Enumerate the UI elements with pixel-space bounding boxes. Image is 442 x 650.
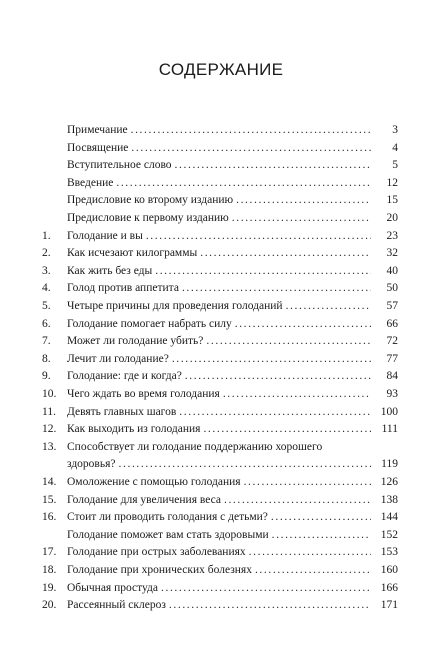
toc-entry-row — [67, 140, 398, 158]
dot-leader — [206, 333, 371, 351]
toc-entry-title: Введение — [67, 176, 114, 189]
toc-entry-number: 5. — [42, 300, 51, 312]
page-title: СОДЕРЖАНИЕ — [158, 60, 284, 79]
toc-entry-page-number: 77 — [386, 352, 398, 365]
toc-entry-title: Посвящение — [67, 141, 129, 154]
toc-entry-row — [67, 386, 398, 404]
toc-entry-title: Предисловие к первому изданию — [67, 212, 229, 224]
toc-entry-number: 8. — [42, 352, 51, 365]
toc-entry-row — [67, 368, 398, 386]
toc-entry-title: Омоложение с помощью голодания — [67, 476, 241, 488]
toc-entry-number: 12. — [42, 423, 57, 436]
toc-entry-page-number: 50 — [386, 282, 398, 295]
toc-entry-title: Голодание помогает набрать силу — [67, 317, 232, 330]
dot-leader — [249, 544, 371, 562]
toc-entry-page-number: 66 — [386, 317, 398, 330]
toc-entry-row — [67, 157, 398, 175]
toc-entry-page-number: 84 — [386, 370, 398, 383]
dot-leader — [155, 263, 371, 281]
toc-entry-page-number: 153 — [380, 546, 398, 559]
toc-entry-number: 11. — [42, 405, 56, 418]
toc-entry-title: Предисловие ко второму изданию — [67, 194, 234, 207]
toc-entry-row — [67, 527, 398, 545]
toc-entry-page-number: 93 — [386, 388, 398, 400]
toc-entry-title: Как выходить из голодания — [67, 423, 201, 436]
dot-leader — [223, 386, 371, 404]
dot-leader — [131, 140, 371, 158]
toc-entry-row — [67, 263, 398, 281]
toc-entry-page-number: 171 — [380, 599, 398, 612]
toc-entry-number: 1. — [42, 229, 51, 242]
dot-leader — [119, 456, 371, 474]
toc-entry-page-number: 20 — [386, 212, 398, 224]
toc-entry-row — [67, 404, 398, 422]
toc-entry-page-number: 152 — [380, 528, 398, 541]
toc-entry-row — [67, 492, 398, 510]
toc-entry-title: Голодание и вы — [67, 229, 143, 242]
toc-entry-number: 19. — [42, 581, 57, 594]
toc-entry-number: 6. — [42, 317, 51, 330]
toc-entry-number: 14. — [42, 476, 57, 488]
toc-entry-page-number: 160 — [380, 564, 398, 576]
dot-leader — [244, 474, 371, 492]
toc-entry-title: Рассеянный склероз — [67, 599, 166, 612]
toc-entry-number: 15. — [42, 493, 57, 506]
toc-entry-page-number: 57 — [386, 300, 398, 312]
toc-entry-page-number: 4 — [392, 141, 398, 154]
toc-entry-page-number: 138 — [380, 493, 398, 506]
toc-entry-page-number: 111 — [381, 423, 398, 436]
toc-entry-row — [67, 175, 398, 193]
dot-leader — [255, 562, 371, 580]
toc-entry-title: Голод против аппетита — [67, 282, 179, 295]
toc-entry-number: 18. — [42, 564, 57, 576]
toc-entry-title: Голодание поможет вам стать здоровыми — [67, 528, 269, 541]
toc-entry-page-number: 5 — [392, 159, 398, 172]
dot-leader — [272, 527, 371, 545]
toc-entry-page-number: 3 — [392, 124, 398, 136]
toc-entry-row — [67, 562, 398, 580]
toc-entry-row — [67, 210, 398, 228]
toc-entry-row — [67, 544, 398, 562]
toc-entry-page-number: 166 — [380, 581, 398, 594]
toc-entry-title: Голодание: где и когда? — [67, 370, 182, 383]
toc-entry-row — [67, 298, 398, 316]
dot-leader — [235, 316, 371, 334]
dot-leader — [175, 157, 371, 175]
dot-leader — [236, 192, 371, 210]
toc-entry-row — [67, 580, 398, 598]
toc-entry-number: 7. — [42, 335, 51, 348]
toc-entry-title: Лечит ли голодание? — [67, 352, 169, 365]
dot-leader — [146, 228, 371, 246]
toc-entry-title: Может ли голодание убить? — [67, 335, 204, 348]
toc-entry-title: Голодание для увеличения веса — [67, 493, 221, 506]
toc-entry-row — [67, 228, 398, 246]
toc-entry-title: Способствует ли голодание поддержанию хорошего — [67, 440, 323, 453]
toc-entry-row — [67, 456, 398, 474]
toc-entry-title: Обычная простуда — [67, 581, 158, 594]
dot-leader — [232, 210, 371, 228]
toc-entry-title: Девять главных шагов — [67, 405, 177, 418]
toc-entry-page-number: 15 — [386, 194, 398, 207]
toc-entry-page-number: 40 — [386, 264, 398, 277]
dot-leader — [169, 597, 371, 615]
toc-entry-page-number: 32 — [386, 247, 398, 260]
toc-entry-row — [67, 316, 398, 334]
toc-entry-title-continued: здоровья? — [67, 458, 116, 471]
dot-leader — [116, 175, 371, 193]
toc-entry-number: 4. — [42, 282, 51, 295]
toc-entry-page-number: 12 — [386, 176, 398, 189]
dot-leader — [271, 509, 371, 527]
toc-entry-row — [67, 280, 398, 298]
dot-leader — [224, 492, 371, 510]
toc-entry-row — [67, 122, 398, 140]
dot-leader — [203, 421, 371, 439]
toc-entry-number: 16. — [42, 511, 57, 524]
dot-leader — [185, 368, 371, 386]
toc-entry-row — [67, 509, 398, 527]
toc-entry-row — [67, 245, 398, 263]
toc-entry-number: 3. — [42, 264, 51, 277]
toc-entry-page-number: 119 — [381, 458, 398, 471]
toc-entry-title: Вступительное слово — [67, 159, 172, 172]
toc-entry-row — [67, 333, 398, 351]
toc-entry-title: Голодание при хронических болезнях — [67, 564, 252, 576]
toc-entry-row — [67, 474, 398, 492]
toc-entry-row — [67, 351, 398, 369]
toc-entry-number: 17. — [42, 546, 57, 559]
dot-leader — [200, 245, 371, 263]
dot-leader — [179, 404, 371, 422]
toc-entry-number: 13. — [42, 440, 57, 453]
toc-entry-page-number: 23 — [386, 229, 398, 242]
toc-entry-page-number: 144 — [380, 511, 398, 524]
toc-entry-title: Голодание при острых заболеваниях — [67, 546, 246, 559]
dot-leader — [286, 298, 371, 316]
dot-leader — [161, 580, 371, 598]
toc-entry-number: 20. — [42, 599, 57, 612]
toc-entry-number: 9. — [42, 370, 51, 383]
toc-entry-title: Примечание — [67, 124, 128, 136]
dot-leader — [182, 280, 371, 298]
toc-entry-number: 2. — [42, 247, 51, 260]
toc-entry-page-number: 72 — [386, 335, 398, 348]
toc-entry-page-number: 126 — [380, 476, 398, 488]
toc-entry-title: Как жить без еды — [67, 264, 153, 277]
toc-entry-row — [67, 192, 398, 210]
toc-entry-title: Чего ждать во время голодания — [67, 388, 220, 400]
toc-entry-title: Как исчезают килограммы — [67, 247, 198, 260]
toc-entry-title: Стоит ли проводить голодания с детьми? — [67, 511, 268, 524]
toc-entry-page-number: 100 — [380, 405, 398, 418]
dot-leader — [131, 122, 371, 140]
toc-entry-row — [67, 597, 398, 615]
toc-entry-title: Четыре причины для проведения голоданий — [67, 300, 283, 312]
dot-leader — [172, 351, 371, 369]
toc-entry-number: 10. — [42, 388, 57, 400]
toc-entry-row — [67, 421, 398, 439]
